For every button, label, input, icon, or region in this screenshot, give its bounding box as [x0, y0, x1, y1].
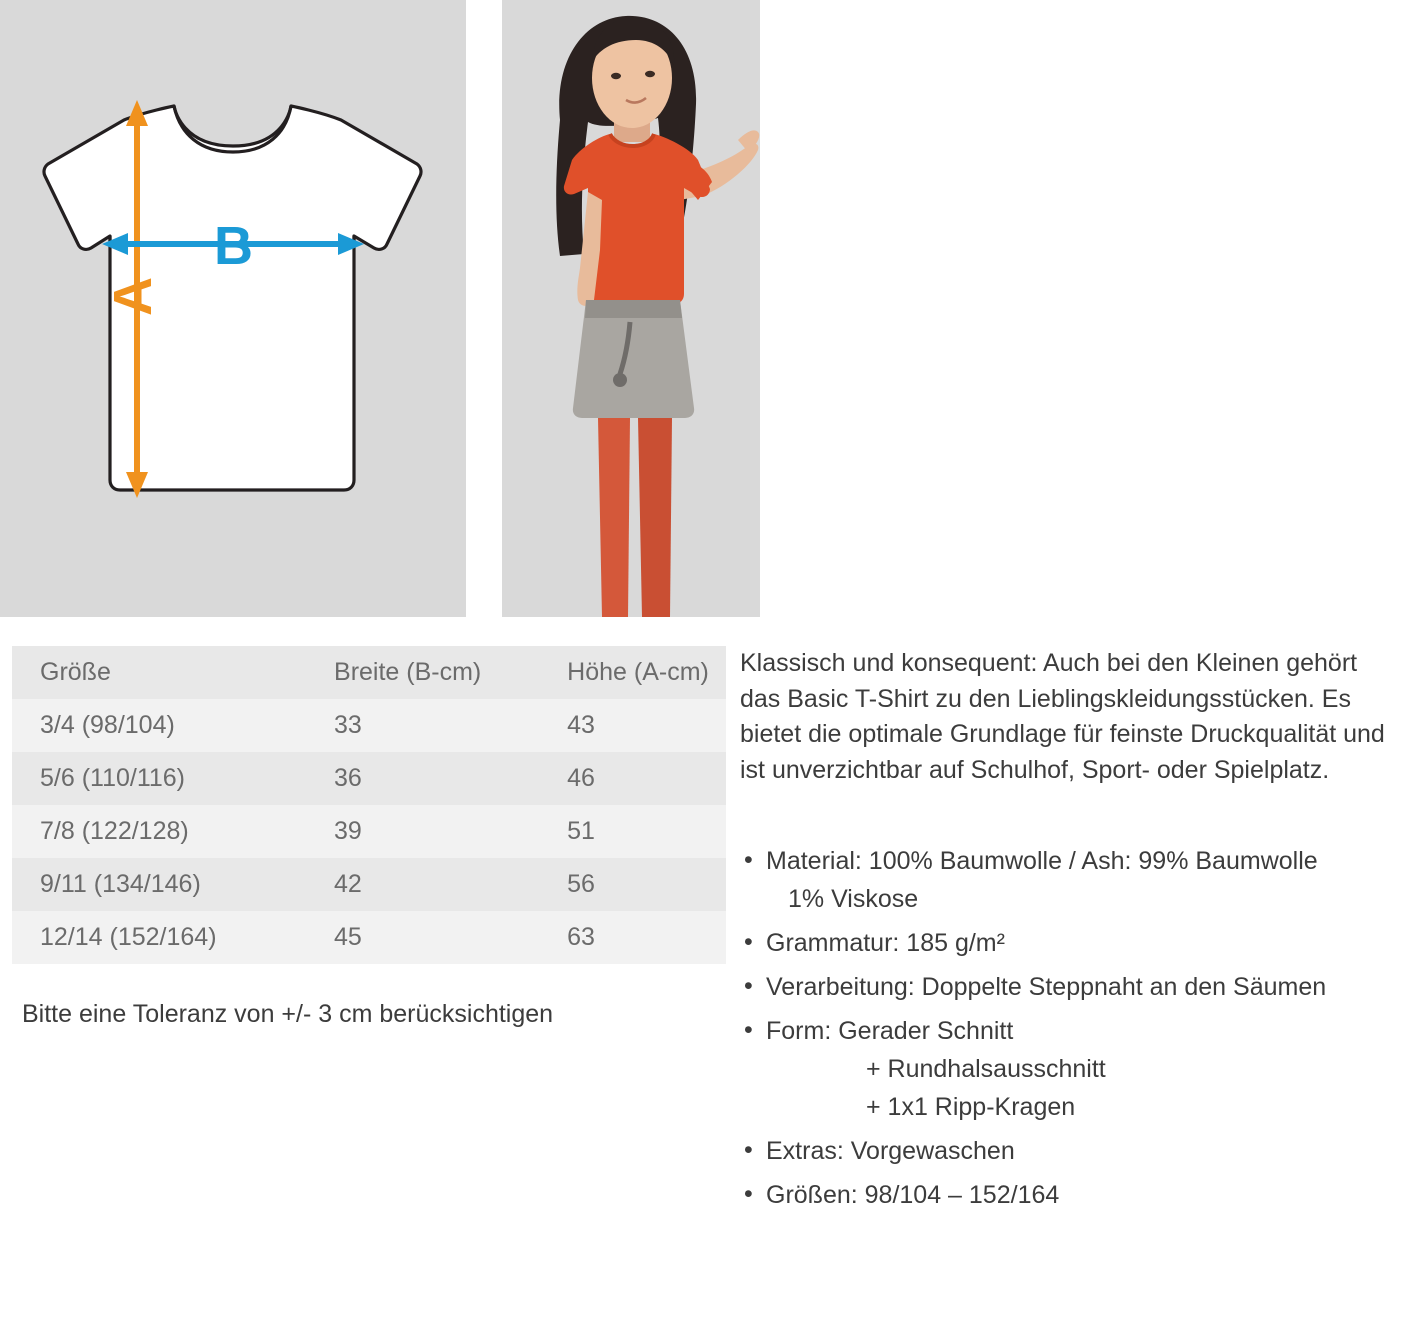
header-width: Breite (B-cm)	[306, 646, 539, 699]
bullet-icon: •	[744, 1136, 753, 1164]
table-row	[12, 858, 726, 911]
header-size: Größe	[12, 646, 306, 699]
spec-main: Grammatur: 185 g/m²	[766, 929, 1005, 957]
spec-main: Größen: 98/104 – 152/164	[766, 1181, 1060, 1209]
product-photo	[502, 0, 760, 617]
spec-item-form	[740, 1012, 1402, 1126]
spec-list	[740, 842, 1402, 1214]
description-column	[726, 646, 1412, 1220]
table-row	[12, 805, 726, 858]
spec-sub: 1% Viskose	[788, 885, 919, 913]
tolerance-note: Bitte eine Toleranz von +/- 3 cm berücksichtigen	[22, 1000, 554, 1028]
width-label: B	[214, 216, 253, 276]
spec-main: Verarbeitung: Doppelte Steppnaht an den Säumen	[766, 973, 1327, 1001]
lower-content	[0, 646, 1412, 1220]
cell-height: 63	[567, 923, 595, 951]
bullet-icon: •	[744, 928, 753, 956]
bullet-icon: •	[744, 1016, 753, 1044]
cell-size: 5/6 (110/116)	[40, 764, 186, 792]
spec-item-grammatur	[740, 924, 1402, 962]
table-row	[12, 699, 726, 752]
size-diagram-panel	[0, 0, 466, 617]
size-table-column	[0, 646, 726, 1220]
cell-size: 3/4 (98/104)	[40, 711, 175, 739]
cell-width: 42	[334, 870, 362, 898]
spec-item-groessen	[740, 1176, 1402, 1214]
bullet-icon: •	[744, 1180, 753, 1208]
spec-indent-line: + 1x1 Ripp-Kragen	[866, 1093, 1076, 1121]
product-intro-text: Klassisch und konsequent: Auch bei den Kleinen gehört das Basic T-Shirt zu den Lieblingskleidungsstücken. Es bietet die optimale Grundlage für feinste Druckqualität und ist unverzichtbar auf Schulhof, Sport- oder Spielplatz.	[740, 649, 1385, 784]
cell-width: 33	[334, 711, 362, 739]
child-model-illustration	[502, 0, 760, 617]
table-row	[12, 752, 726, 805]
tshirt-diagram-icon	[14, 78, 454, 518]
table-row	[12, 911, 726, 964]
size-table	[12, 646, 726, 964]
cell-height: 51	[567, 817, 595, 845]
spec-item-extras	[740, 1132, 1402, 1170]
height-label: A	[103, 277, 163, 316]
table-header-row	[12, 646, 726, 699]
cell-size: 12/14 (152/164)	[40, 923, 217, 951]
cell-height: 43	[567, 711, 595, 739]
bullet-icon: •	[744, 972, 753, 1000]
spec-main: Form: Gerader Schnitt	[766, 1017, 1014, 1045]
cell-width: 45	[334, 923, 362, 951]
cell-size: 9/11 (134/146)	[40, 870, 201, 898]
spec-main: Extras: Vorgewaschen	[766, 1137, 1015, 1165]
bullet-icon: •	[744, 846, 753, 874]
spec-item-material	[740, 842, 1402, 918]
cell-height: 56	[567, 870, 595, 898]
media-row	[0, 0, 1412, 620]
cell-width: 36	[334, 764, 362, 792]
spec-main: Material: 100% Baumwolle / Ash: 99% Baumwolle	[766, 847, 1318, 875]
spec-item-verarbeitung	[740, 968, 1402, 1006]
header-height: Höhe (A-cm)	[539, 646, 726, 699]
spec-indent-line: + Rundhalsausschnitt	[866, 1055, 1106, 1083]
cell-width: 39	[334, 817, 362, 845]
cell-size: 7/8 (122/128)	[40, 817, 189, 845]
cell-height: 46	[567, 764, 595, 792]
